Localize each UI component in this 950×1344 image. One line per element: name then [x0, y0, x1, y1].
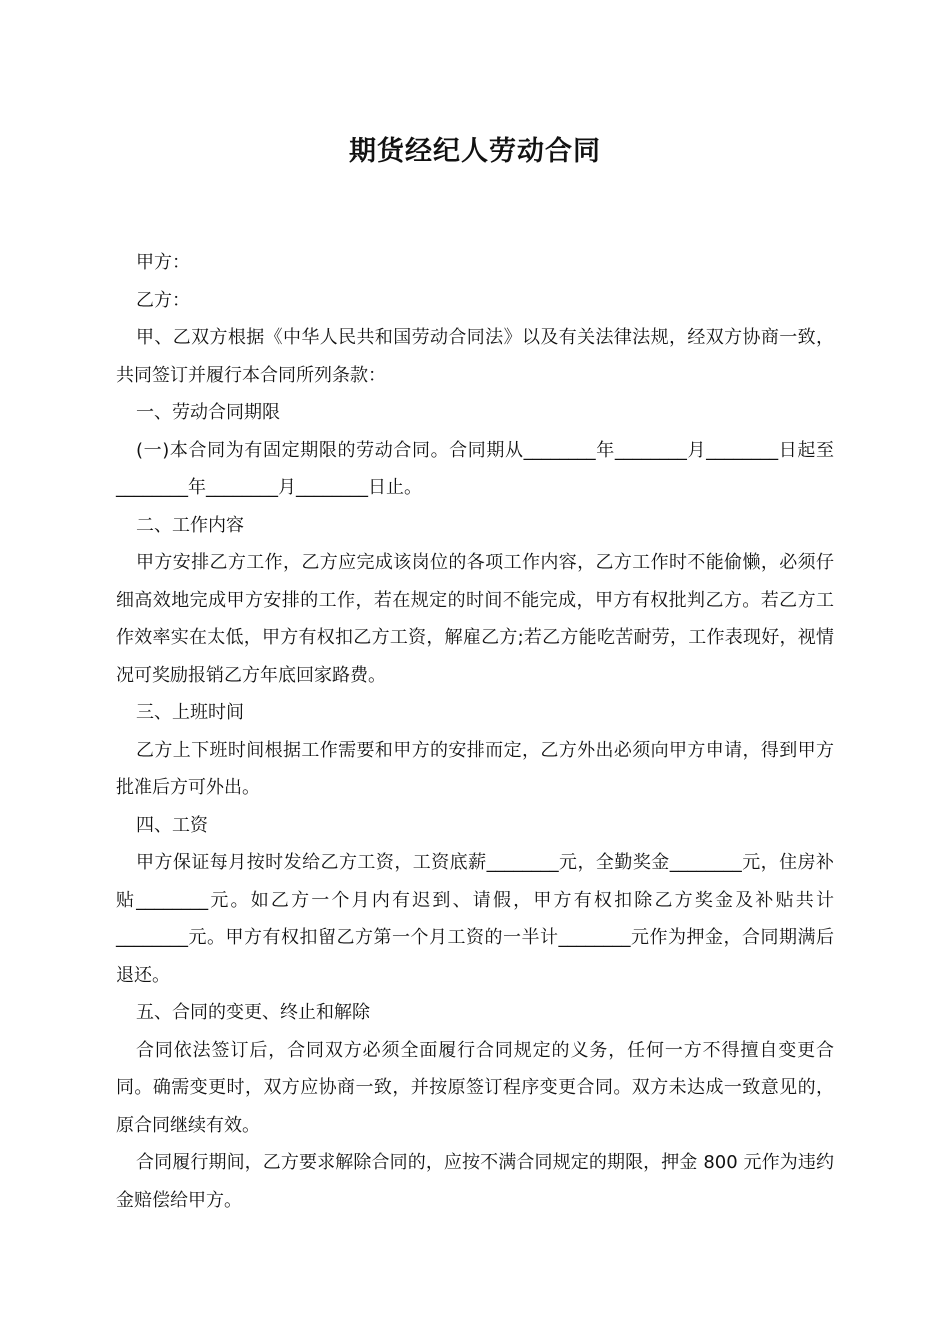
section-heading-contract-changes: 五、合同的变更、终止和解除: [136, 1002, 370, 1023]
party-b-line: 乙方：: [136, 289, 190, 311]
section-heading-work-hours: 三、上班时间: [136, 702, 244, 723]
document-title: 期货经纪人劳动合同: [349, 136, 601, 167]
work-hours-paragraph: 乙方上下班时间根据工作需要和甲方的安排而定，乙方外出必须向甲方申请，得到甲方批准后方可外出。: [116, 739, 834, 798]
document-body: [116, 244, 834, 1219]
section-heading-wages: 四、工资: [136, 814, 208, 836]
section-heading-work-content: 二、工作内容: [136, 514, 244, 536]
party-a-line: 甲方：: [136, 252, 190, 273]
wages-paragraph: 甲方保证每月按时发给乙方工资，工资底薪________元，全勤奖金________元，住房补贴________元。如乙方一个月内有迟到、请假，甲方有权扣除乙方奖金及补贴共计________元。甲方有权扣留乙方第一个月工资的一半计________元作为押金，合同期满后退还。: [116, 852, 834, 986]
preamble-paragraph: 甲、乙双方根据《中华人民共和国劳动合同法》以及有关法律法规，经双方协商一致，共同签订并履行本合同所列条款：: [116, 327, 834, 386]
section-heading-contract-term: 一、劳动合同期限: [136, 402, 280, 423]
contract-changes-paragraph: 合同依法签订后，合同双方必须全面履行合同规定的义务，任何一方不得擅自变更合同。确需变更时，双方应协商一致，并按原签订程序变更合同。双方未达成一致意见的，原合同继续有效。: [116, 1039, 834, 1136]
contract-termination-paragraph: 合同履行期间，乙方要求解除合同的，应按不满合同规定的期限，押金 800 元作为违约金赔偿给甲方。: [116, 1152, 834, 1211]
contract-term-clause: (一)本合同为有固定期限的劳动合同。合同期从________年________月________日起至________年________月________日止。: [116, 439, 834, 498]
work-content-paragraph: 甲方安排乙方工作，乙方应完成该岗位的各项工作内容，乙方工作时不能偷懒，必须仔细高效地完成甲方安排的工作，若在规定的时间不能完成，甲方有权批判乙方。若乙方工作效率实在太低，甲方有权扣乙方工资，解雇乙方;若乙方能吃苦耐劳，工作表现好，视情况可奖励报销乙方年底回家路费。: [116, 552, 834, 686]
